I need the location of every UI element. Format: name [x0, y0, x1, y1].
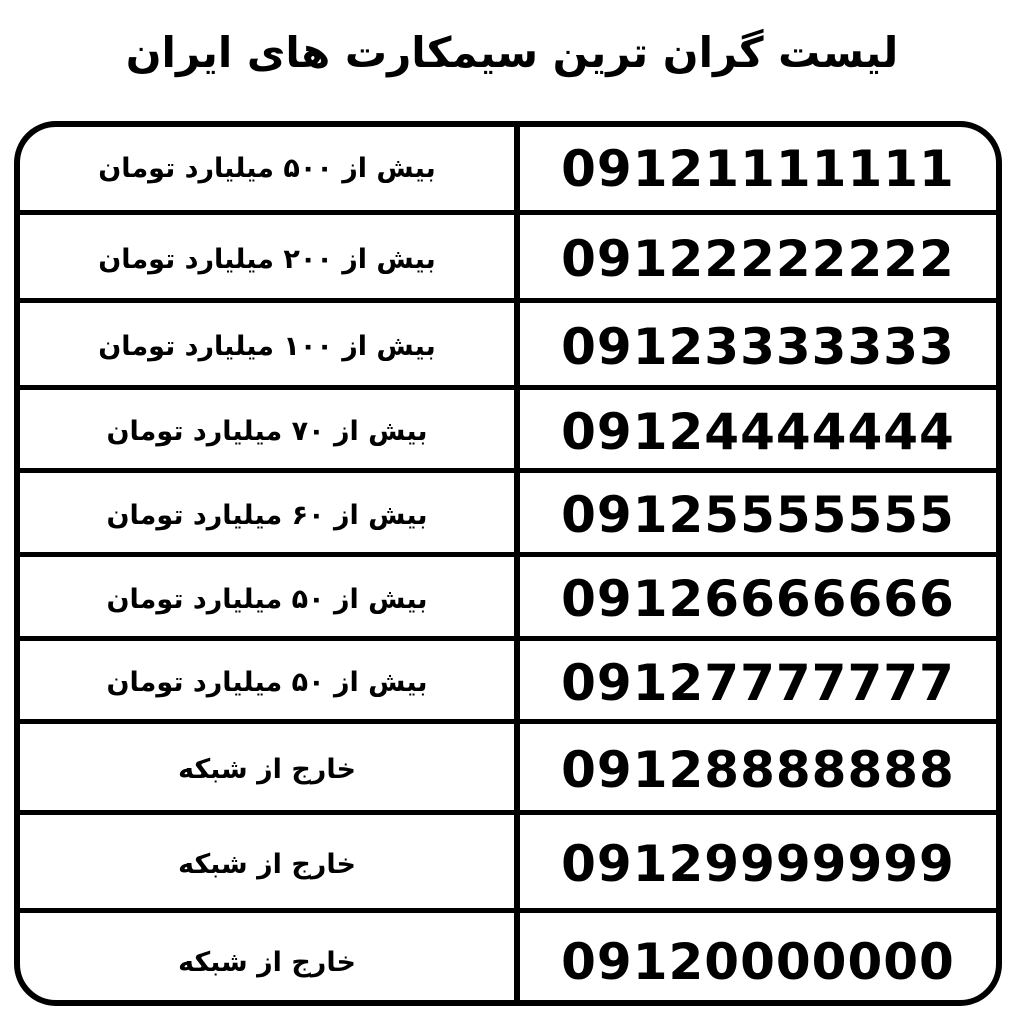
price-cell: بیش از ۷۰ میلیارد تومان	[106, 416, 428, 447]
phone-number-cell: 09124444444	[561, 402, 955, 461]
phone-number-cell: 09129999999	[561, 835, 955, 893]
table-row	[20, 810, 996, 913]
price-cell: بیش از ۵۰۰ میلیارد تومان	[98, 153, 436, 184]
table-row	[20, 468, 996, 557]
table-row	[20, 908, 996, 1006]
phone-number-cell: 09127777777	[561, 653, 955, 712]
table-row	[20, 636, 996, 724]
page-title: لیست گران ترین سیمکارت های ایران	[125, 28, 899, 77]
phone-number-cell: 09128888888	[561, 740, 955, 799]
price-cell: خارج از شبکه	[178, 848, 356, 880]
table-row	[20, 210, 996, 303]
price-cell: بیش از ۵۰ میلیارد تومان	[106, 667, 428, 698]
phone-number-cell: 09125555555	[561, 486, 955, 544]
table-row	[20, 385, 996, 473]
table-row	[20, 127, 996, 210]
table-row	[20, 298, 996, 390]
phone-number-cell: 09121111111	[561, 139, 955, 198]
phone-number-cell: 09126666666	[561, 570, 955, 628]
phone-number-cell: 09123333333	[561, 317, 955, 376]
price-cell: بیش از ۵۰ میلیارد تومان	[106, 583, 428, 615]
price-cell: بیش از ۲۰۰ میلیارد تومان	[98, 243, 436, 275]
price-cell: خارج از شبکه	[178, 754, 356, 785]
price-cell: بیش از ۱۰۰ میلیارد تومان	[98, 331, 436, 362]
phone-number-cell: 09122222222	[561, 230, 955, 288]
table-row	[20, 719, 996, 815]
phone-number-cell: 09120000000	[561, 933, 955, 991]
price-cell: بیش از ۶۰ میلیارد تومان	[106, 499, 428, 531]
sim-price-table	[14, 121, 1002, 1006]
table-row	[20, 552, 996, 641]
price-cell: خارج از شبکه	[178, 946, 356, 978]
